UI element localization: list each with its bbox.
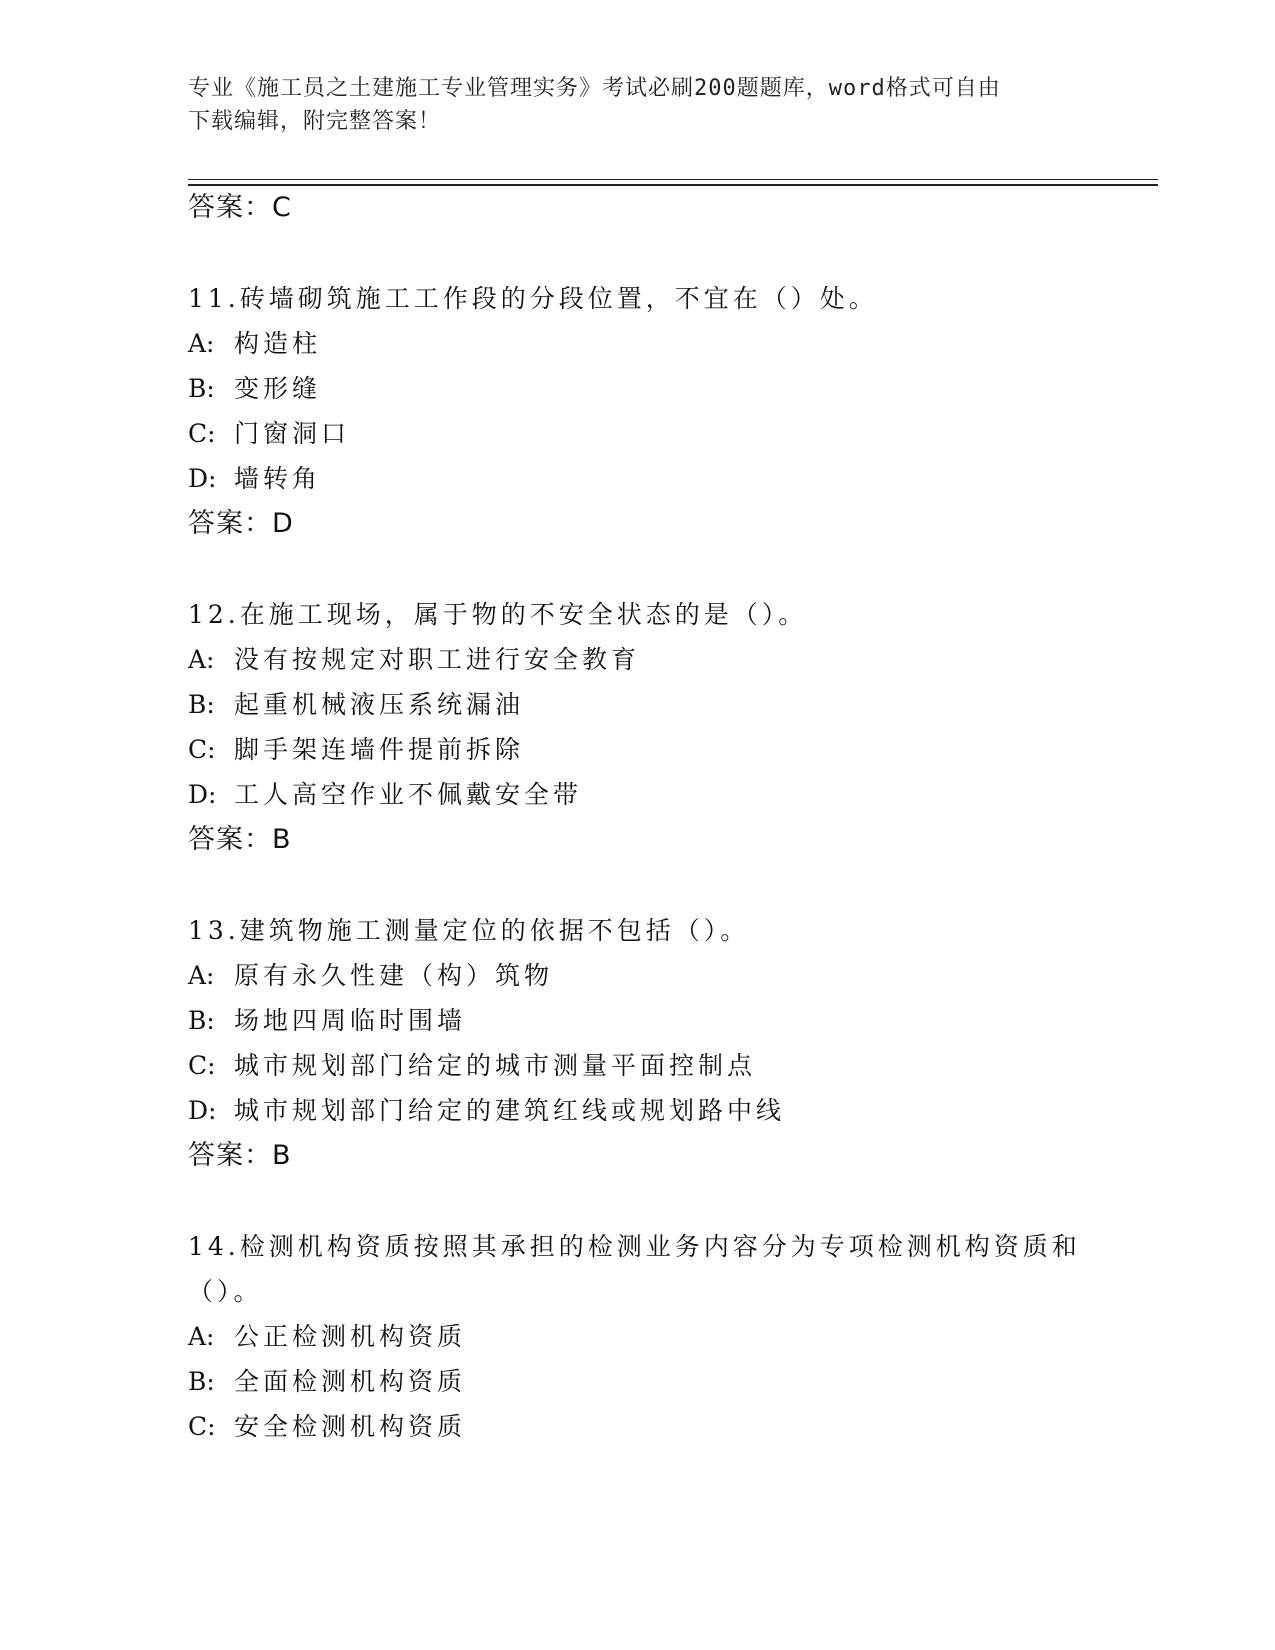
option-text: 变形缝 <box>234 374 322 403</box>
question-12-option-d <box>188 779 1148 811</box>
option-text: 公正检测机构资质 <box>234 1322 467 1351</box>
question-12-option-c <box>188 734 1148 766</box>
question-13-stem: 13.建筑物施工测量定位的依据不包括（）。 <box>188 916 750 945</box>
question-14-option-c <box>188 1411 1148 1443</box>
option-text: 城市规划部门给定的建筑红线或规划路中线 <box>234 1096 786 1125</box>
option-letter: A: <box>188 645 215 674</box>
option-letter: C: <box>188 1412 216 1441</box>
question-12-answer: 答案：B <box>188 824 292 855</box>
question-14-option-a <box>188 1321 1148 1353</box>
option-letter: B: <box>188 1367 215 1396</box>
option-text: 城市规划部门给定的城市测量平面控制点 <box>234 1051 757 1080</box>
option-letter: A: <box>188 961 215 990</box>
option-letter: C: <box>188 735 216 764</box>
option-letter: A: <box>188 1322 215 1351</box>
question-13-answer: 答案：B <box>188 1140 292 1171</box>
option-letter: C: <box>188 1051 216 1080</box>
question-11-option-a <box>188 328 1148 360</box>
option-text: 全面检测机构资质 <box>234 1367 467 1396</box>
option-letter: B: <box>188 690 215 719</box>
option-text: 原有永久性建（构）筑物 <box>234 961 554 990</box>
option-text: 门窗洞口 <box>234 419 351 448</box>
header-line-1: 专业《施工员之土建施工专业管理实务》考试必刷200题题库，word格式可自由 <box>188 76 1001 101</box>
option-text: 起重机械液压系统漏油 <box>234 690 525 719</box>
option-letter: D: <box>188 1096 217 1125</box>
question-11-stem: 11.砖墙砌筑施工工作段的分段位置，不宜在（）处。 <box>188 284 878 313</box>
question-13-option-d <box>188 1095 1148 1127</box>
option-text: 墙转角 <box>234 464 322 493</box>
question-11-option-b <box>188 373 1148 405</box>
option-text: 工人高空作业不佩戴安全带 <box>234 780 583 809</box>
previous-answer: 答案：C <box>188 192 292 223</box>
option-text: 脚手架连墙件提前拆除 <box>234 735 525 764</box>
document-header <box>188 72 1088 138</box>
header-line-2: 下载编辑，附完整答案！ <box>188 109 442 134</box>
question-11-option-c <box>188 418 1148 450</box>
question-13-option-b <box>188 1005 1148 1037</box>
question-12-option-a <box>188 644 1148 676</box>
header-rule-thick <box>188 184 1158 186</box>
option-text: 构造柱 <box>234 329 322 358</box>
option-text: 没有按规定对职工进行安全教育 <box>234 645 641 674</box>
option-letter: C: <box>188 419 216 448</box>
question-14-stem: 14.检测机构资质按照其承担的检测业务内容分为专项检测机构资质和 <box>188 1232 1081 1261</box>
question-12-option-b <box>188 689 1148 721</box>
option-letter: A: <box>188 329 215 358</box>
option-letter: D: <box>188 780 217 809</box>
question-11-option-d <box>188 463 1148 495</box>
question-13-option-c <box>188 1050 1148 1082</box>
option-letter: B: <box>188 374 215 403</box>
option-letter: B: <box>188 1006 215 1035</box>
question-12-stem: 12.在施工现场，属于物的不安全状态的是（）。 <box>188 600 808 629</box>
option-text: 安全检测机构资质 <box>234 1412 467 1441</box>
option-letter: D: <box>188 464 217 493</box>
question-13-option-a <box>188 960 1148 992</box>
header-rule-thin <box>188 179 1158 180</box>
question-14-stem-continued: （）。 <box>188 1277 263 1306</box>
question-11-answer: 答案：D <box>188 508 294 539</box>
question-14-option-b <box>188 1366 1148 1398</box>
option-text: 场地四周临时围墙 <box>234 1006 467 1035</box>
